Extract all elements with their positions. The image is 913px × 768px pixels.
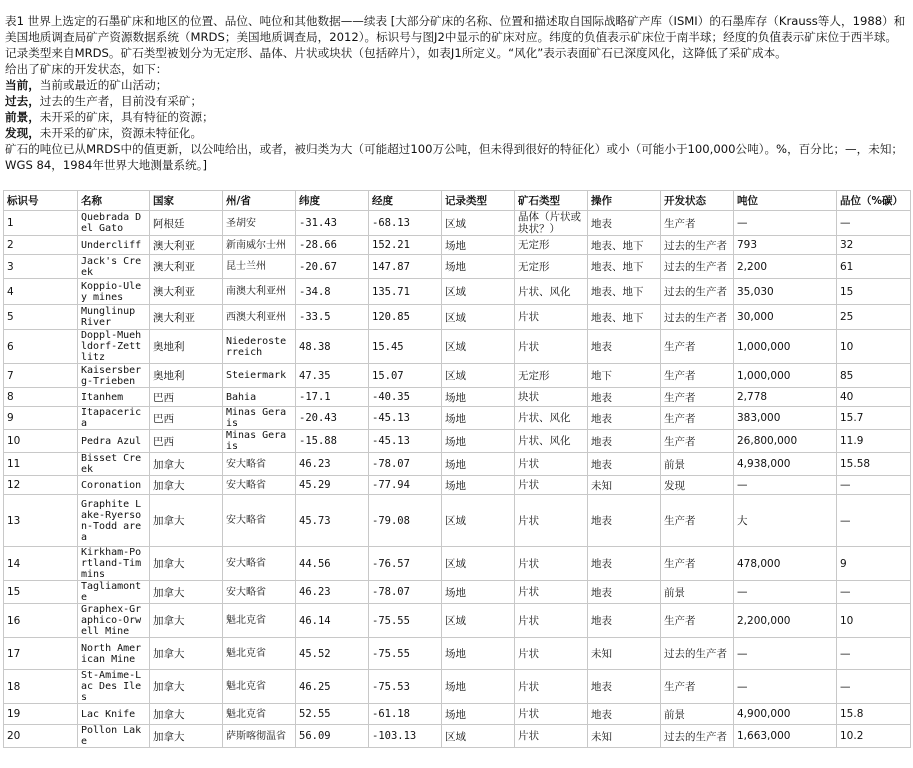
col-id-cell: 3 bbox=[4, 255, 78, 279]
col-ore-type-cell: 片状 bbox=[515, 330, 588, 364]
col-id-cell: 4 bbox=[4, 279, 78, 305]
col-country-cell: 奥地利 bbox=[150, 364, 223, 388]
col-lat-cell: -17.1 bbox=[296, 388, 369, 407]
col-tonnage-cell: 大 bbox=[734, 495, 837, 547]
col-state-cell: Steiermark bbox=[223, 364, 296, 388]
col-record-type-cell: 区域 bbox=[442, 279, 515, 305]
col-status-cell: 过去的生产者 bbox=[661, 236, 734, 255]
col-ore-type-cell: 片状 bbox=[515, 638, 588, 670]
col-operation-cell: 地表 bbox=[588, 495, 661, 547]
col-record-type-cell: 场地 bbox=[442, 430, 515, 453]
col-status-cell: 过去的生产者 bbox=[661, 255, 734, 279]
col-name-cell: Graphite Lake-Ryerson-Todd area bbox=[78, 495, 150, 547]
col-name-cell: Graphex-Graphico-Orwell Mine bbox=[78, 604, 150, 638]
caption-def-current: 当前，当前或最近的矿山活动； bbox=[5, 78, 168, 92]
graphite-deposits-table bbox=[3, 190, 911, 748]
col-record-type-cell: 区域 bbox=[442, 495, 515, 547]
col-name-cell: Lac Knife bbox=[78, 704, 150, 725]
col-tonnage-cell: 4,938,000 bbox=[734, 453, 837, 476]
col-id-cell: 11 bbox=[4, 453, 78, 476]
col-record-type-cell: 场地 bbox=[442, 638, 515, 670]
col-name-cell: Kirkham-Portland-Timmins bbox=[78, 547, 150, 581]
col-operation-cell: 地表 bbox=[588, 388, 661, 407]
col-id-cell: 2 bbox=[4, 236, 78, 255]
col-lon-cell: -61.18 bbox=[369, 704, 442, 725]
table-row bbox=[4, 581, 911, 604]
col-record-type-cell: 区域 bbox=[442, 364, 515, 388]
col-country-cell: 巴西 bbox=[150, 430, 223, 453]
col-name-header: 名称 bbox=[78, 191, 150, 211]
col-id-cell: 15 bbox=[4, 581, 78, 604]
col-status-cell: 前景 bbox=[661, 453, 734, 476]
col-lon-cell: -45.13 bbox=[369, 407, 442, 430]
col-status-cell: 生产者 bbox=[661, 670, 734, 704]
col-state-cell: 安大略省 bbox=[223, 547, 296, 581]
col-id-cell: 5 bbox=[4, 305, 78, 330]
col-lon-header: 经度 bbox=[369, 191, 442, 211]
col-name-cell: Pedra Azul bbox=[78, 430, 150, 453]
col-record-type-cell: 场地 bbox=[442, 388, 515, 407]
col-status-cell: 生产者 bbox=[661, 604, 734, 638]
col-operation-cell: 地表 bbox=[588, 704, 661, 725]
col-lat-cell: 45.29 bbox=[296, 476, 369, 495]
caption-tonnage-note: 矿石的吨位已从MRDS中的值更新，以公吨给出，或者，被归类为大（可能超过100万公吨，但未得到很好的特征化）或小（可能小于100,000公吨）。%，百分比；—，未知；WGS 84，1984年世界大地测量系统。] bbox=[5, 142, 904, 172]
col-status-header: 开发状态 bbox=[661, 191, 734, 211]
col-lat-cell: 46.25 bbox=[296, 670, 369, 704]
col-ore-type-cell: 片状 bbox=[515, 305, 588, 330]
col-state-cell: 魁北克省 bbox=[223, 604, 296, 638]
col-record-type-cell: 场地 bbox=[442, 476, 515, 495]
col-lon-cell: -78.07 bbox=[369, 453, 442, 476]
col-country-cell: 加拿大 bbox=[150, 670, 223, 704]
col-record-type-cell: 场地 bbox=[442, 704, 515, 725]
col-id-cell: 19 bbox=[4, 704, 78, 725]
col-id-cell: 13 bbox=[4, 495, 78, 547]
table-row bbox=[4, 236, 911, 255]
col-state-cell: 新南威尔士州 bbox=[223, 236, 296, 255]
col-grade-cell: 10.2 bbox=[837, 725, 911, 748]
col-lat-cell: -34.8 bbox=[296, 279, 369, 305]
table-row bbox=[4, 453, 911, 476]
col-id-cell: 20 bbox=[4, 725, 78, 748]
col-grade-cell: — bbox=[837, 670, 911, 704]
col-operation-cell: 地表、地下 bbox=[588, 279, 661, 305]
col-status-cell: 前景 bbox=[661, 581, 734, 604]
col-country-cell: 澳大利亚 bbox=[150, 305, 223, 330]
col-operation-cell: 地表、地下 bbox=[588, 305, 661, 330]
table-row bbox=[4, 279, 911, 305]
table-row bbox=[4, 704, 911, 725]
col-grade-cell: 61 bbox=[837, 255, 911, 279]
table-row bbox=[4, 495, 911, 547]
col-status-cell: 过去的生产者 bbox=[661, 638, 734, 670]
col-name-cell: Bisset Creek bbox=[78, 453, 150, 476]
col-state-header: 州/省 bbox=[223, 191, 296, 211]
col-lon-cell: 135.71 bbox=[369, 279, 442, 305]
col-lat-cell: 45.73 bbox=[296, 495, 369, 547]
col-name-cell: Itanhem bbox=[78, 388, 150, 407]
col-name-cell: Kaisersberg-Trieben bbox=[78, 364, 150, 388]
col-ore-type-cell: 片状 bbox=[515, 547, 588, 581]
col-tonnage-cell: — bbox=[734, 670, 837, 704]
caption-def-past: 过去，过去的生产者，目前没有采矿； bbox=[5, 94, 203, 108]
col-operation-cell: 未知 bbox=[588, 476, 661, 495]
col-lon-cell: -75.55 bbox=[369, 638, 442, 670]
col-name-cell: Koppio-Uley mines bbox=[78, 279, 150, 305]
col-lat-cell: -20.43 bbox=[296, 407, 369, 430]
col-lat-cell: -15.88 bbox=[296, 430, 369, 453]
col-grade-cell: 10 bbox=[837, 330, 911, 364]
table-row bbox=[4, 670, 911, 704]
col-name-cell: North American Mine bbox=[78, 638, 150, 670]
col-tonnage-cell: 4,900,000 bbox=[734, 704, 837, 725]
col-state-cell: Minas Gerais bbox=[223, 407, 296, 430]
col-id-cell: 9 bbox=[4, 407, 78, 430]
col-state-cell: 安大略省 bbox=[223, 581, 296, 604]
col-record-type-cell: 区域 bbox=[442, 725, 515, 748]
col-ore-type-cell: 片状 bbox=[515, 453, 588, 476]
col-state-cell: 安大略省 bbox=[223, 476, 296, 495]
col-grade-cell: 15.58 bbox=[837, 453, 911, 476]
col-operation-cell: 地表 bbox=[588, 430, 661, 453]
col-state-cell: 圣胡安 bbox=[223, 211, 296, 236]
col-status-cell: 发现 bbox=[661, 476, 734, 495]
col-country-cell: 加拿大 bbox=[150, 725, 223, 748]
col-lon-cell: -79.08 bbox=[369, 495, 442, 547]
caption-def-prospect: 前景，未开采的矿床，具有特征的资源； bbox=[5, 110, 214, 124]
col-id-cell: 16 bbox=[4, 604, 78, 638]
table-body bbox=[4, 211, 911, 748]
col-operation-cell: 地表 bbox=[588, 581, 661, 604]
col-country-cell: 加拿大 bbox=[150, 476, 223, 495]
col-record-type-header: 记录类型 bbox=[442, 191, 515, 211]
col-lat-cell: 44.56 bbox=[296, 547, 369, 581]
col-tonnage-cell: 30,000 bbox=[734, 305, 837, 330]
col-country-cell: 澳大利亚 bbox=[150, 236, 223, 255]
col-id-cell: 17 bbox=[4, 638, 78, 670]
col-grade-cell: 32 bbox=[837, 236, 911, 255]
col-ore-type-cell: 片状 bbox=[515, 604, 588, 638]
col-lat-cell: -28.66 bbox=[296, 236, 369, 255]
table-row bbox=[4, 407, 911, 430]
col-ore-type-cell: 片状 bbox=[515, 670, 588, 704]
col-tonnage-cell: 2,200 bbox=[734, 255, 837, 279]
col-record-type-cell: 区域 bbox=[442, 305, 515, 330]
col-tonnage-cell: 26,800,000 bbox=[734, 430, 837, 453]
table-row bbox=[4, 547, 911, 581]
col-operation-cell: 地表 bbox=[588, 211, 661, 236]
col-lon-cell: 152.21 bbox=[369, 236, 442, 255]
col-operation-cell: 未知 bbox=[588, 725, 661, 748]
col-lat-cell: 48.38 bbox=[296, 330, 369, 364]
col-tonnage-cell: 2,200,000 bbox=[734, 604, 837, 638]
col-grade-cell: 15.8 bbox=[837, 704, 911, 725]
col-operation-cell: 未知 bbox=[588, 638, 661, 670]
col-status-cell: 生产者 bbox=[661, 407, 734, 430]
col-id-cell: 1 bbox=[4, 211, 78, 236]
col-lon-cell: -45.13 bbox=[369, 430, 442, 453]
col-lon-cell: -75.55 bbox=[369, 604, 442, 638]
table-row bbox=[4, 211, 911, 236]
col-tonnage-cell: 383,000 bbox=[734, 407, 837, 430]
col-id-cell: 12 bbox=[4, 476, 78, 495]
col-lat-cell: -33.5 bbox=[296, 305, 369, 330]
col-operation-cell: 地表、地下 bbox=[588, 255, 661, 279]
col-operation-cell: 地表 bbox=[588, 670, 661, 704]
col-name-cell: Doppl-Muehldorf-Zettlitz bbox=[78, 330, 150, 364]
col-operation-cell: 地表、地下 bbox=[588, 236, 661, 255]
col-country-cell: 加拿大 bbox=[150, 604, 223, 638]
col-operation-cell: 地表 bbox=[588, 407, 661, 430]
col-lon-cell: 15.45 bbox=[369, 330, 442, 364]
table-row bbox=[4, 364, 911, 388]
col-operation-cell: 地表 bbox=[588, 604, 661, 638]
col-ore-type-cell: 片状 bbox=[515, 704, 588, 725]
col-ore-type-cell: 片状、风化 bbox=[515, 430, 588, 453]
col-lon-cell: -77.94 bbox=[369, 476, 442, 495]
col-name-cell: St-Amime-Lac Des Iles bbox=[78, 670, 150, 704]
col-lon-cell: -75.53 bbox=[369, 670, 442, 704]
col-operation-cell: 地表 bbox=[588, 330, 661, 364]
col-name-cell: Jack's Creek bbox=[78, 255, 150, 279]
col-id-cell: 7 bbox=[4, 364, 78, 388]
col-country-cell: 加拿大 bbox=[150, 581, 223, 604]
col-record-type-cell: 区域 bbox=[442, 604, 515, 638]
col-status-cell: 生产者 bbox=[661, 430, 734, 453]
col-lon-cell: 120.85 bbox=[369, 305, 442, 330]
col-operation-cell: 地表 bbox=[588, 453, 661, 476]
table-row bbox=[4, 725, 911, 748]
col-status-cell: 生产者 bbox=[661, 388, 734, 407]
table-header-row bbox=[4, 191, 911, 211]
table-row bbox=[4, 604, 911, 638]
col-ore-type-cell: 片状 bbox=[515, 725, 588, 748]
table-row bbox=[4, 430, 911, 453]
col-record-type-cell: 场地 bbox=[442, 407, 515, 430]
col-lat-cell: 52.55 bbox=[296, 704, 369, 725]
col-grade-cell: 25 bbox=[837, 305, 911, 330]
col-grade-cell: 10 bbox=[837, 604, 911, 638]
col-status-cell: 过去的生产者 bbox=[661, 279, 734, 305]
col-record-type-cell: 区域 bbox=[442, 547, 515, 581]
col-lon-cell: -40.35 bbox=[369, 388, 442, 407]
col-lat-cell: 47.35 bbox=[296, 364, 369, 388]
col-record-type-cell: 场地 bbox=[442, 453, 515, 476]
col-lon-cell: 147.87 bbox=[369, 255, 442, 279]
col-lat-cell: 46.14 bbox=[296, 604, 369, 638]
col-state-cell: 安大略省 bbox=[223, 495, 296, 547]
col-ore-type-cell: 片状 bbox=[515, 495, 588, 547]
col-state-cell: 南澳大利亚州 bbox=[223, 279, 296, 305]
col-grade-cell: 85 bbox=[837, 364, 911, 388]
col-lat-cell: 45.52 bbox=[296, 638, 369, 670]
col-ore-type-cell: 片状 bbox=[515, 476, 588, 495]
col-lon-cell: -78.07 bbox=[369, 581, 442, 604]
table-row bbox=[4, 638, 911, 670]
col-lat-header: 纬度 bbox=[296, 191, 369, 211]
col-status-cell: 生产者 bbox=[661, 211, 734, 236]
col-tonnage-cell: 1,000,000 bbox=[734, 364, 837, 388]
col-status-cell: 生产者 bbox=[661, 364, 734, 388]
col-country-cell: 加拿大 bbox=[150, 704, 223, 725]
col-record-type-cell: 场地 bbox=[442, 236, 515, 255]
col-country-header: 国家 bbox=[150, 191, 223, 211]
col-grade-cell: 15.7 bbox=[837, 407, 911, 430]
col-grade-cell: 9 bbox=[837, 547, 911, 581]
col-tonnage-cell: — bbox=[734, 581, 837, 604]
col-tonnage-cell: 2,778 bbox=[734, 388, 837, 407]
table-caption bbox=[5, 13, 908, 173]
col-state-cell: Niederosterreich bbox=[223, 330, 296, 364]
col-id-cell: 14 bbox=[4, 547, 78, 581]
col-tonnage-header: 吨位 bbox=[734, 191, 837, 211]
col-ore-type-cell: 片状、风化 bbox=[515, 279, 588, 305]
col-country-cell: 巴西 bbox=[150, 388, 223, 407]
col-record-type-cell: 场地 bbox=[442, 255, 515, 279]
col-name-cell: Undercliff bbox=[78, 236, 150, 255]
col-id-cell: 6 bbox=[4, 330, 78, 364]
col-state-cell: 昆士兰州 bbox=[223, 255, 296, 279]
col-record-type-cell: 区域 bbox=[442, 211, 515, 236]
col-id-header: 标识号 bbox=[4, 191, 78, 211]
col-state-cell: 魁北克省 bbox=[223, 670, 296, 704]
col-status-cell: 过去的生产者 bbox=[661, 305, 734, 330]
col-lon-cell: -76.57 bbox=[369, 547, 442, 581]
col-record-type-cell: 场地 bbox=[442, 670, 515, 704]
caption-def-discovery: 发现，未开采的矿床，资源未特征化。 bbox=[5, 126, 203, 140]
col-grade-cell: — bbox=[837, 211, 911, 236]
col-tonnage-cell: 1,663,000 bbox=[734, 725, 837, 748]
col-country-cell: 巴西 bbox=[150, 407, 223, 430]
col-record-type-cell: 场地 bbox=[442, 581, 515, 604]
col-state-cell: 西澳大利亚州 bbox=[223, 305, 296, 330]
col-state-cell: 魁北克省 bbox=[223, 704, 296, 725]
col-ore-type-cell: 无定形 bbox=[515, 255, 588, 279]
col-status-cell: 前景 bbox=[661, 704, 734, 725]
col-grade-cell: — bbox=[837, 638, 911, 670]
col-country-cell: 奥地利 bbox=[150, 330, 223, 364]
col-ore-type-cell: 晶体（片状或块状？） bbox=[515, 211, 588, 236]
col-country-cell: 加拿大 bbox=[150, 495, 223, 547]
col-lon-cell: 15.07 bbox=[369, 364, 442, 388]
col-state-cell: 安大略省 bbox=[223, 453, 296, 476]
col-name-cell: Quebrada Del Gato bbox=[78, 211, 150, 236]
col-tonnage-cell: — bbox=[734, 638, 837, 670]
col-country-cell: 加拿大 bbox=[150, 638, 223, 670]
col-country-cell: 阿根廷 bbox=[150, 211, 223, 236]
col-ore-type-cell: 无定形 bbox=[515, 236, 588, 255]
col-ore-type-cell: 片状、风化 bbox=[515, 407, 588, 430]
col-ore-type-cell: 无定形 bbox=[515, 364, 588, 388]
col-state-cell: Minas Gerais bbox=[223, 430, 296, 453]
col-name-cell: Coronation bbox=[78, 476, 150, 495]
col-ore-type-header: 矿石类型 bbox=[515, 191, 588, 211]
col-name-cell: Pollon Lake bbox=[78, 725, 150, 748]
col-grade-header: 品位（%碳） bbox=[837, 191, 911, 211]
col-lon-cell: -103.13 bbox=[369, 725, 442, 748]
col-name-cell: Munglinup River bbox=[78, 305, 150, 330]
table-row bbox=[4, 330, 911, 364]
col-status-cell: 生产者 bbox=[661, 495, 734, 547]
col-tonnage-cell: 793 bbox=[734, 236, 837, 255]
col-lat-cell: -31.43 bbox=[296, 211, 369, 236]
col-country-cell: 澳大利亚 bbox=[150, 255, 223, 279]
col-ore-type-cell: 块状 bbox=[515, 388, 588, 407]
col-lon-cell: -68.13 bbox=[369, 211, 442, 236]
col-lat-cell: 56.09 bbox=[296, 725, 369, 748]
col-lat-cell: 46.23 bbox=[296, 453, 369, 476]
col-operation-header: 操作 bbox=[588, 191, 661, 211]
col-name-cell: Tagliamonte bbox=[78, 581, 150, 604]
col-id-cell: 8 bbox=[4, 388, 78, 407]
col-lat-cell: 46.23 bbox=[296, 581, 369, 604]
col-state-cell: 萨斯喀彻温省 bbox=[223, 725, 296, 748]
table-row bbox=[4, 476, 911, 495]
col-state-cell: 魁北克省 bbox=[223, 638, 296, 670]
col-country-cell: 加拿大 bbox=[150, 547, 223, 581]
table-row bbox=[4, 388, 911, 407]
col-grade-cell: — bbox=[837, 476, 911, 495]
col-grade-cell: 11.9 bbox=[837, 430, 911, 453]
caption-status-intro: 给出了矿床的开发状态，如下： bbox=[5, 62, 168, 76]
col-record-type-cell: 区域 bbox=[442, 330, 515, 364]
col-country-cell: 澳大利亚 bbox=[150, 279, 223, 305]
col-tonnage-cell: 35,030 bbox=[734, 279, 837, 305]
col-grade-cell: 40 bbox=[837, 388, 911, 407]
col-id-cell: 10 bbox=[4, 430, 78, 453]
col-state-cell: Bahia bbox=[223, 388, 296, 407]
col-tonnage-cell: — bbox=[734, 211, 837, 236]
col-status-cell: 过去的生产者 bbox=[661, 725, 734, 748]
col-status-cell: 生产者 bbox=[661, 547, 734, 581]
col-country-cell: 加拿大 bbox=[150, 453, 223, 476]
table-row bbox=[4, 255, 911, 279]
col-grade-cell: 15 bbox=[837, 279, 911, 305]
col-name-cell: Itapacerica bbox=[78, 407, 150, 430]
col-operation-cell: 地下 bbox=[588, 364, 661, 388]
col-tonnage-cell: 1,000,000 bbox=[734, 330, 837, 364]
col-grade-cell: — bbox=[837, 495, 911, 547]
col-ore-type-cell: 片状 bbox=[515, 581, 588, 604]
caption-intro: 表1 世界上选定的石墨矿床和地区的位置、品位、吨位和其他数据——续表 [大部分矿床的名称、位置和描述取自国际战略矿产库（ISMI）的石墨库存（Krauss等人，1988）和美国地质调查局矿产资源数据系统（MRDS；美国地质调查局，2012）。标识号与图J2中显示的矿床对应。纬度的负值表示矿床位于南半球；经度的负值表示矿床位于西半球。记录类型来自MRDS。矿石类型被划分为无定形、晶体、片状或块状（包括碎片），如表J1所定义。“风化”表示表面矿石已深度风化，这降低了采矿成本。 bbox=[5, 14, 906, 60]
col-tonnage-cell: 478,000 bbox=[734, 547, 837, 581]
col-lat-cell: -20.67 bbox=[296, 255, 369, 279]
col-id-cell: 18 bbox=[4, 670, 78, 704]
col-tonnage-cell: — bbox=[734, 476, 837, 495]
table-row bbox=[4, 305, 911, 330]
col-grade-cell: — bbox=[837, 581, 911, 604]
col-status-cell: 生产者 bbox=[661, 330, 734, 364]
col-operation-cell: 地表 bbox=[588, 547, 661, 581]
